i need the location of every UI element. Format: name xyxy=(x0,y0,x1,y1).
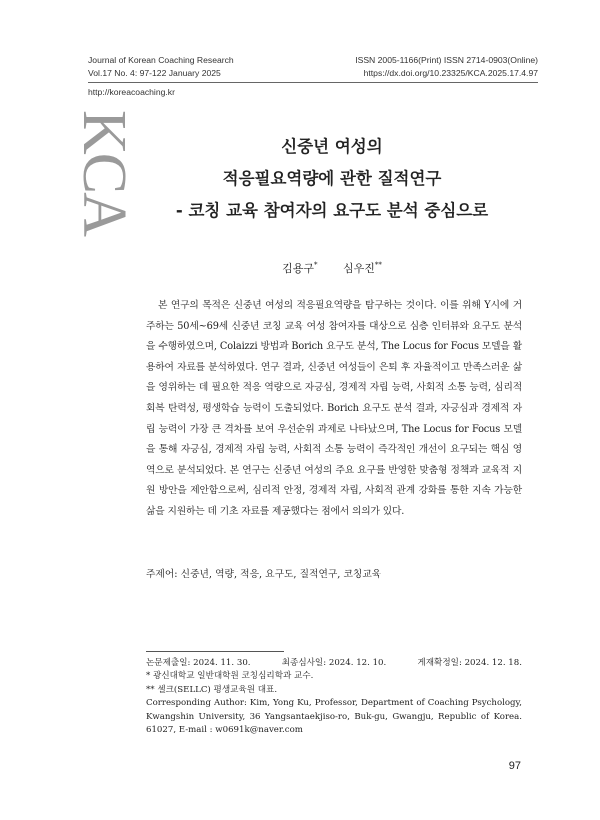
author-2-affiliation: ** 셀크(SELLC) 평생교육원 대표. xyxy=(146,684,278,695)
page-number: 97 xyxy=(508,760,521,772)
title-line-2: 적응필요역량에 관한 질적연구 xyxy=(222,169,442,188)
journal-url[interactable]: http://koreacoaching.kr xyxy=(88,87,175,97)
author-1: 김용구* xyxy=(282,261,318,275)
reviewed-date: 최종심사일: 2024. 12. 10. xyxy=(281,658,387,668)
keywords-text: 신중년, 역량, 적응, 요구도, 질적연구, 코칭교육 xyxy=(180,569,382,580)
footnotes xyxy=(146,657,522,737)
title-line-3: - 코칭 교육 참여자의 요구도 분석 중심으로 xyxy=(175,201,489,220)
header-divider xyxy=(88,82,538,83)
accepted-date: 게재확정일: 2024. 12. 18. xyxy=(417,658,522,668)
volume-info: Vol.17 No. 4: 97-122 January 2025 xyxy=(88,68,221,78)
kca-logo: KCA xyxy=(70,110,138,235)
abstract: 본 연구의 목적은 신중년 여성의 적응필요역량을 탐구하는 것이다. 이를 위해 Y시에 거주하는 50세~69세 신중년 코칭 교육 여성 참여자를 대상으로 심층 인터뷰와 요구도 분석을 수행하였으며, Colaizzi 방법과 Borich 요구도 분석, The Locus for Focus 모델을 활용하여 자료를 분석하였다. 연구 결과, 신중년 여성들이 은퇴 후 자율적이고 만족스러운 삶을 영위하는 데 필요한 적응 역량으로 자긍심, 경제적 자립 능력, 사회적 소통 능력, 심리적 회복 탄력성, 평생학습 능력이 도출되었다. Borich 요구도 분석 결과, 자긍심과 경제적 자립 능력이 가장 큰 격차를 보여 우선순위 과제로 나타났으며, The Locus for Focus 모델을 통해 자긍심, 경제적 자립 능력, 사회적 소통 능력이 즉각적인 개선이 요구되는 핵심 영역으로 분석되었다. 본 연구는 신중년 여성의 주요 요구를 반영한 맞춤형 정책과 교육적 지원 방안을 제안함으로써, 심리적 안정, 경제적 자립, 사회적 관계 강화를 통한 지속 가능한 삶을 지원하는 데 기초 자료를 제공했다는 점에서 의의가 있다. xyxy=(146,300,522,517)
author-list xyxy=(150,260,514,276)
journal-name: Journal of Korean Coaching Research xyxy=(88,55,234,65)
review-dates xyxy=(146,657,522,670)
keywords xyxy=(146,566,522,580)
title-line-1: 신중년 여성의 xyxy=(281,137,383,156)
author-1-affiliation: * 광신대학교 일반대학원 코칭심리학과 교수. xyxy=(146,671,314,682)
journal-header-left xyxy=(88,54,234,80)
footnote-divider xyxy=(146,651,284,652)
keywords-label: 주제어: xyxy=(146,569,178,580)
author-2: 심우진** xyxy=(343,261,382,275)
paper-title xyxy=(150,131,514,227)
corresponding-author: Corresponding Author: Kim, Yong Ku, Professor, Department of Coaching Psychology, Kwangshin University, 36 Yangsantaekjiso-ro, Buk-gu, Gwangju, Republic of Korea. 61027, E-mail : w0691k@naver.com xyxy=(146,698,522,736)
submitted-date: 논문제출일: 2024. 11. 30. xyxy=(146,658,251,668)
doi-link[interactable]: https://dx.doi.org/10.23325/KCA.2025.17.4.97 xyxy=(363,68,538,78)
journal-header-right xyxy=(355,54,538,80)
issn-info: ISSN 2005-1166(Print) ISSN 2714-0903(Online) xyxy=(355,55,538,65)
